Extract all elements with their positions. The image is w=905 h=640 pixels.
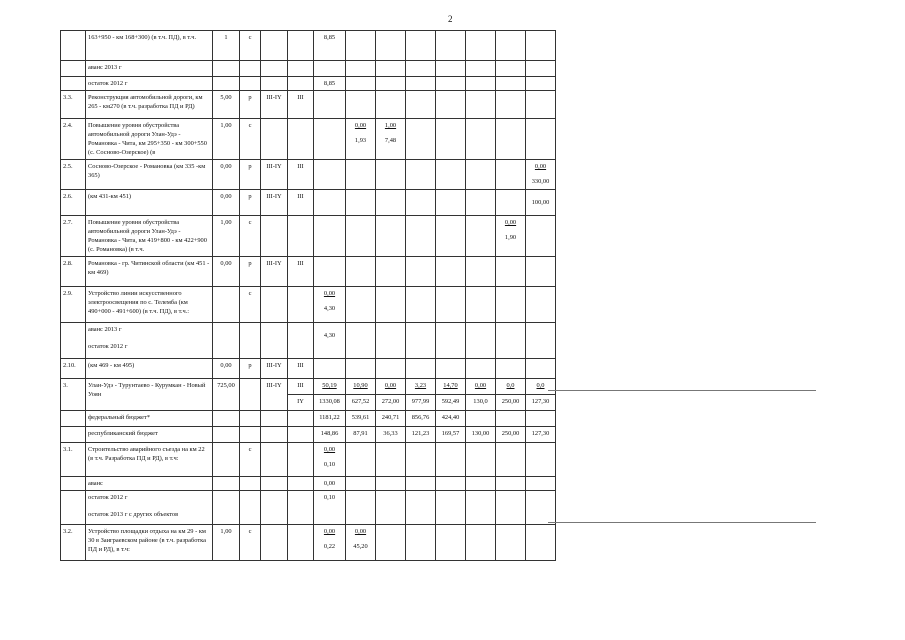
table-cell [466, 491, 496, 525]
value-cell [496, 411, 526, 427]
value-cell: 272,00 [376, 395, 406, 411]
table-cell [261, 477, 288, 491]
table-cell [436, 491, 466, 525]
value-cell [346, 160, 376, 190]
table-cell [213, 411, 240, 427]
table-cell [436, 443, 466, 477]
value-cell [406, 190, 436, 216]
row-type [240, 77, 261, 91]
value-cell [346, 91, 376, 119]
value-cell [436, 359, 466, 379]
value-cell: 1330,08 [314, 395, 346, 411]
value-cell: 0,0 [526, 379, 556, 395]
table-row [61, 61, 556, 77]
value-cell [406, 323, 436, 359]
row-name: Улан-Удэ - Турунтаево - Курумкан - Новый Уоян [86, 379, 213, 411]
row-name: федеральный бюджет* [86, 411, 213, 427]
row-type: с [240, 287, 261, 323]
value-cell [496, 359, 526, 379]
value-cell: 36,33 [376, 427, 406, 443]
row-name: Сосново-Озерское - Романовка (км 335 -км 365) [86, 160, 213, 190]
row-number: 2.4. [61, 119, 86, 160]
value-cell [436, 323, 466, 359]
value-cell [346, 190, 376, 216]
value-cell [526, 287, 556, 323]
value-cell [406, 61, 436, 77]
table-cell [240, 427, 261, 443]
table-cell [436, 477, 466, 491]
value-cell [436, 77, 466, 91]
table-cell [213, 427, 240, 443]
value-cell [314, 91, 346, 119]
value-cell: 0,00 1,93 [346, 119, 376, 160]
row-name: остаток 2012 г остаток 2013 г с других объектов [86, 491, 213, 525]
value-cell: 3,23 [406, 379, 436, 395]
value-cell [466, 91, 496, 119]
row-class [288, 323, 314, 359]
value-cell: 592,49 [436, 395, 466, 411]
row-type: с [240, 443, 261, 477]
row-number [61, 77, 86, 91]
table-cell [406, 443, 436, 477]
value-cell [314, 61, 346, 77]
row-category [261, 31, 288, 61]
value-cell: 0,00 1,90 [496, 216, 526, 257]
row-type: с [240, 216, 261, 257]
row-length [213, 477, 240, 491]
table-cell [376, 491, 406, 525]
value-cell: 627,52 [346, 395, 376, 411]
value-cell [314, 119, 346, 160]
value-cell [466, 359, 496, 379]
row-category: III-IY [261, 257, 288, 287]
value-cell [376, 359, 406, 379]
row-number: 2.8. [61, 257, 86, 287]
table-row [61, 379, 556, 395]
table-cell [406, 525, 436, 561]
value-cell [436, 216, 466, 257]
value-cell: 856,76 [406, 411, 436, 427]
table-cell [436, 525, 466, 561]
row-length: 0,00 [213, 257, 240, 287]
value-cell [346, 77, 376, 91]
table-cell [376, 477, 406, 491]
table-cell [288, 411, 314, 427]
row-name: Реконструкция автомобильной дороги, км 265 - км270 (в т.ч. разработка ПД и РД) [86, 91, 213, 119]
value-cell [526, 257, 556, 287]
row-name: (км 469 - км 495) [86, 359, 213, 379]
value-cell [466, 323, 496, 359]
table-row [61, 77, 556, 91]
value-cell: 0,00 [376, 379, 406, 395]
value-cell: 4,30 [314, 323, 346, 359]
row-category [261, 323, 288, 359]
value-cell [376, 323, 406, 359]
row-length: 0,00 [213, 160, 240, 190]
row-number: 2.5. [61, 160, 86, 190]
value-cell: 0,10 [314, 491, 346, 525]
value-cell [526, 119, 556, 160]
value-cell: 148,86 [314, 427, 346, 443]
table-row [61, 359, 556, 379]
row-category [261, 287, 288, 323]
row-name: Повышение уровня обустройства автомобильной дороги Улан-Удэ - Романовка - Чита, км 419+800 - км 422+900 (с. Романовка) (в т.ч. [86, 216, 213, 257]
value-cell: 169,57 [436, 427, 466, 443]
table-row [61, 257, 556, 287]
table-cell [526, 525, 556, 561]
value-cell [436, 119, 466, 160]
value-cell [346, 287, 376, 323]
row-class: III [288, 379, 314, 395]
row-type [240, 491, 261, 525]
value-cell [466, 31, 496, 61]
row-length [213, 287, 240, 323]
row-type: р [240, 257, 261, 287]
row-class [288, 77, 314, 91]
row-category: III-IY [261, 190, 288, 216]
value-cell: 0,00 [466, 379, 496, 395]
value-cell [436, 190, 466, 216]
row-name: остаток 2012 г [86, 77, 213, 91]
row-type [240, 379, 261, 411]
row-type: с [240, 119, 261, 160]
row-type: с [240, 525, 261, 561]
table-row [61, 287, 556, 323]
row-length [213, 61, 240, 77]
row-name: Устройство площадки отдыха на км 29 - км 30 в Заиграевском районе (в т.ч. разработка ПД и РД), в т.ч: [86, 525, 213, 561]
value-cell [526, 359, 556, 379]
value-cell: 14,70 [436, 379, 466, 395]
value-cell [526, 216, 556, 257]
table-row [61, 190, 556, 216]
value-cell [496, 61, 526, 77]
row-length [213, 491, 240, 525]
value-cell [346, 491, 376, 525]
table-cell [406, 477, 436, 491]
value-cell: 424,40 [436, 411, 466, 427]
value-cell [346, 359, 376, 379]
table-cell [466, 525, 496, 561]
row-length: 725,00 [213, 379, 240, 411]
value-cell [526, 77, 556, 91]
value-cell [436, 160, 466, 190]
row-type: р [240, 91, 261, 119]
value-cell [376, 31, 406, 61]
row-category: III-IY [261, 379, 288, 411]
row-number: 3.3. [61, 91, 86, 119]
value-cell: 0,00 4,30 [314, 287, 346, 323]
value-cell [466, 77, 496, 91]
row-type [240, 477, 261, 491]
value-cell [406, 119, 436, 160]
value-cell: 127,30 [526, 395, 556, 411]
row-type [240, 61, 261, 77]
value-cell [466, 216, 496, 257]
value-cell [314, 359, 346, 379]
value-cell [496, 77, 526, 91]
row-category [261, 216, 288, 257]
extension-line-2 [548, 522, 816, 523]
row-length [213, 77, 240, 91]
value-cell [496, 287, 526, 323]
value-cell: 539,61 [346, 411, 376, 427]
row-number [61, 491, 86, 525]
row-name: Повышение уровня обустройства автомобильной дороги Улан-Удэ - Романовка - Чита, км 295+350 - км 300+550 (с. Сосново-Озерское) (в [86, 119, 213, 160]
row-category: III-IY [261, 359, 288, 379]
row-number [61, 31, 86, 61]
value-cell [406, 216, 436, 257]
row-number: 2.10. [61, 359, 86, 379]
row-name: Романовка - гр. Читинской области (км 451 - км 469) [86, 257, 213, 287]
table-cell [261, 491, 288, 525]
value-cell [406, 257, 436, 287]
value-cell [346, 323, 376, 359]
table-cell [466, 443, 496, 477]
table-cell [376, 525, 406, 561]
table-row [61, 323, 556, 359]
value-cell: 121,23 [406, 427, 436, 443]
row-length: 1,00 [213, 525, 240, 561]
value-cell [496, 190, 526, 216]
table-row [61, 160, 556, 190]
value-cell [436, 31, 466, 61]
row-number: 3.2. [61, 525, 86, 561]
row-name: Устройство линии искусственного электроосвещения по с. Телемба (км 490+000 - 491+600) (в т.ч. ПД), в т.ч.: [86, 287, 213, 323]
table-row [61, 91, 556, 119]
value-cell: 10,90 [346, 379, 376, 395]
value-cell [376, 91, 406, 119]
value-cell [376, 216, 406, 257]
value-cell [466, 190, 496, 216]
table-cell [376, 443, 406, 477]
row-class: III [288, 257, 314, 287]
value-cell [346, 257, 376, 287]
value-cell [406, 287, 436, 323]
value-cell: 8,85 [314, 31, 346, 61]
row-category [261, 61, 288, 77]
row-name: Строительство аварийного съезда на км 22 (в т.ч. Разработка ПД и РД), в т.ч: [86, 443, 213, 477]
value-cell [346, 477, 376, 491]
value-cell: 977,99 [406, 395, 436, 411]
value-cell [406, 77, 436, 91]
value-cell: 0,0 [496, 379, 526, 395]
page-number: 2 [448, 14, 453, 24]
value-cell: 0,00 [314, 477, 346, 491]
row-number [61, 61, 86, 77]
row-name: (км 431-км 451) [86, 190, 213, 216]
row-number: 2.6. [61, 190, 86, 216]
table-cell [288, 477, 314, 491]
row-length: 5,00 [213, 91, 240, 119]
row-type: с [240, 31, 261, 61]
row-class: III [288, 359, 314, 379]
row-length [213, 443, 240, 477]
row-name: аванс 2013 г остаток 2012 г [86, 323, 213, 359]
value-cell [406, 160, 436, 190]
row-length: 1 [213, 31, 240, 61]
table-cell [466, 477, 496, 491]
value-cell [436, 61, 466, 77]
row-class: III [288, 190, 314, 216]
table-cell [526, 477, 556, 491]
value-cell [526, 31, 556, 61]
row-class: III [288, 160, 314, 190]
value-cell [376, 160, 406, 190]
value-cell [466, 119, 496, 160]
value-cell [346, 31, 376, 61]
value-cell: 240,71 [376, 411, 406, 427]
table-cell [526, 491, 556, 525]
value-cell [314, 216, 346, 257]
value-cell [466, 61, 496, 77]
value-cell [526, 411, 556, 427]
value-cell [496, 323, 526, 359]
table-row [61, 31, 556, 61]
row-category [261, 77, 288, 91]
table-row [61, 427, 556, 443]
table-cell [496, 477, 526, 491]
value-cell: 0,00 0,10 [314, 443, 346, 477]
value-cell [526, 61, 556, 77]
value-cell: 0,00 45,20 [346, 525, 376, 561]
value-cell: 130,00 [466, 427, 496, 443]
row-number [61, 427, 86, 443]
table-row [61, 443, 556, 477]
table-row [61, 525, 556, 561]
value-cell [496, 119, 526, 160]
value-cell [496, 91, 526, 119]
row-class [288, 119, 314, 160]
value-cell [406, 31, 436, 61]
value-cell [496, 31, 526, 61]
row-class [288, 287, 314, 323]
row-type: р [240, 359, 261, 379]
row-type: р [240, 160, 261, 190]
budget-table [60, 30, 556, 561]
value-cell [376, 190, 406, 216]
row-length: 0,00 [213, 359, 240, 379]
value-cell [466, 257, 496, 287]
value-cell [346, 216, 376, 257]
row-number [61, 323, 86, 359]
value-cell: 87,91 [346, 427, 376, 443]
row-name: республиканский бюджет [86, 427, 213, 443]
value-cell [436, 287, 466, 323]
value-cell [496, 257, 526, 287]
row-number: 2.9. [61, 287, 86, 323]
table-row [61, 477, 556, 491]
row-number [61, 411, 86, 427]
value-cell [346, 443, 376, 477]
value-cell [526, 323, 556, 359]
value-cell [314, 257, 346, 287]
value-cell [376, 77, 406, 91]
table-row [61, 216, 556, 257]
row-length: 1,00 [213, 119, 240, 160]
row-number: 3.1. [61, 443, 86, 477]
value-cell [526, 91, 556, 119]
value-cell: 1181,22 [314, 411, 346, 427]
extension-line-1 [548, 390, 816, 391]
row-class [288, 31, 314, 61]
value-cell [314, 190, 346, 216]
value-cell: 130,0 [466, 395, 496, 411]
table-cell [496, 525, 526, 561]
row-number: 3. [61, 379, 86, 411]
row-class: IY [288, 395, 314, 411]
table-cell [288, 525, 314, 561]
value-cell [376, 287, 406, 323]
value-cell [466, 411, 496, 427]
value-cell: 50,19 [314, 379, 346, 395]
row-class [288, 216, 314, 257]
table-row [61, 411, 556, 427]
row-class: III [288, 91, 314, 119]
value-cell [496, 160, 526, 190]
value-cell: 0,00 0,22 [314, 525, 346, 561]
row-number: 2.7. [61, 216, 86, 257]
value-cell [314, 160, 346, 190]
table-cell [261, 525, 288, 561]
row-name: аванс [86, 477, 213, 491]
value-cell: 127,30 [526, 427, 556, 443]
table-cell [496, 491, 526, 525]
table-cell [288, 443, 314, 477]
row-type: р [240, 190, 261, 216]
value-cell [346, 61, 376, 77]
table-row [61, 119, 556, 160]
value-cell [376, 61, 406, 77]
value-cell: 8,85 [314, 77, 346, 91]
row-length: 0,00 [213, 190, 240, 216]
value-cell [406, 91, 436, 119]
table-cell [526, 443, 556, 477]
row-length: 1,00 [213, 216, 240, 257]
row-category: III-IY [261, 91, 288, 119]
row-name: аванс 2013 г [86, 61, 213, 77]
value-cell: 1,00 7,48 [376, 119, 406, 160]
table-row [61, 491, 556, 525]
table-cell [261, 411, 288, 427]
row-number [61, 477, 86, 491]
row-name: 163+950 - км 168+300) (в т.ч. ПД), в т.ч. [86, 31, 213, 61]
row-category: III-IY [261, 160, 288, 190]
table-cell [496, 443, 526, 477]
value-cell [376, 257, 406, 287]
table-cell [288, 491, 314, 525]
table-cell [288, 427, 314, 443]
row-category [261, 119, 288, 160]
table-cell [261, 427, 288, 443]
value-cell [406, 359, 436, 379]
row-type [240, 323, 261, 359]
table-cell [261, 443, 288, 477]
value-cell: 250,00 [496, 395, 526, 411]
value-cell [466, 160, 496, 190]
value-cell: 250,00 [496, 427, 526, 443]
row-length [213, 323, 240, 359]
row-class [288, 61, 314, 77]
value-cell [466, 287, 496, 323]
value-cell [436, 91, 466, 119]
value-cell: 100,00 [526, 190, 556, 216]
table-cell [240, 411, 261, 427]
value-cell: 0,00 330,00 [526, 160, 556, 190]
table-cell [406, 491, 436, 525]
value-cell [436, 257, 466, 287]
